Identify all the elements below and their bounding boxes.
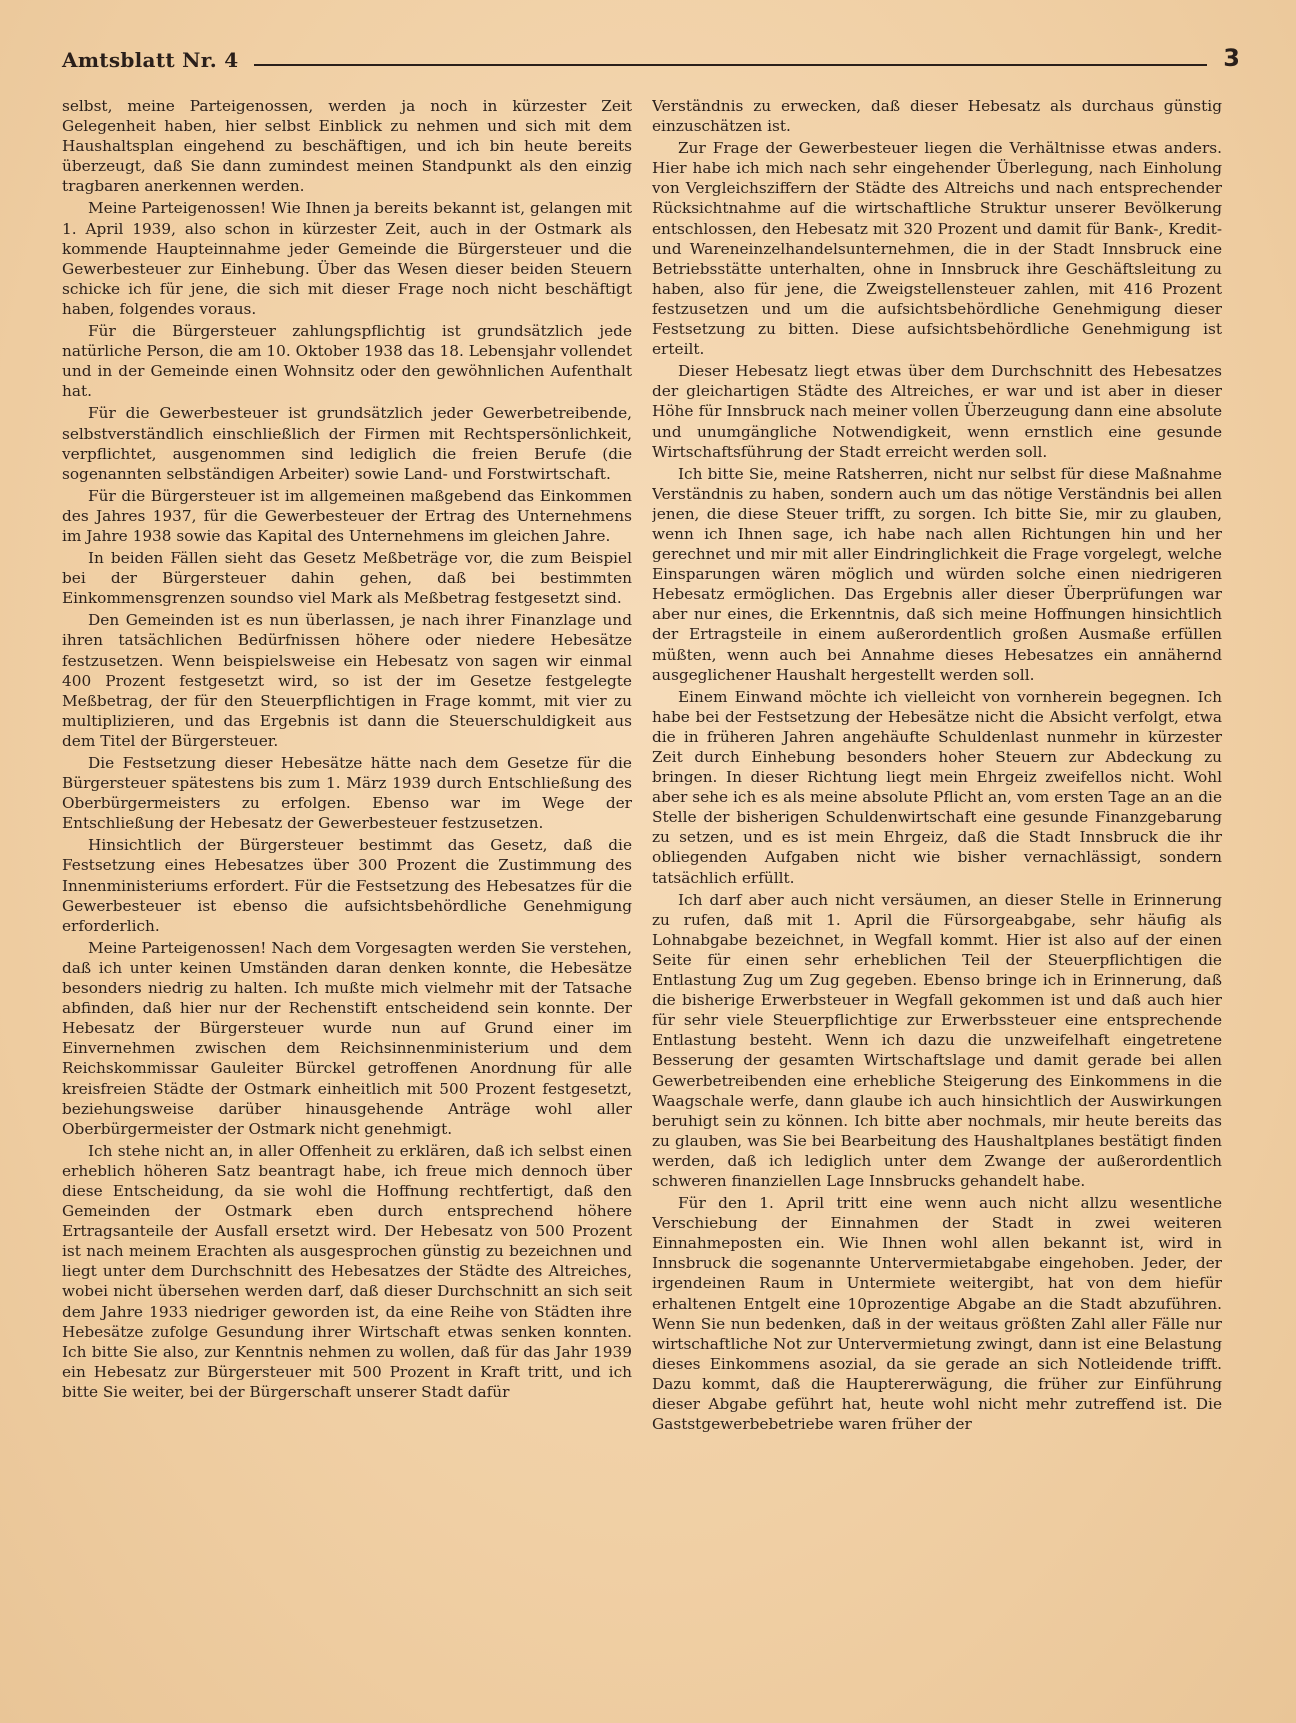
paragraph: Für die Gewerbesteuer ist grundsätzlich jeder Gewerbetreibende, selbstverständlich einschließlich der Firmen mit Rechtspersönlichkeit, verpflichtet, ausgenommen sind lediglich die freien Berufe (die sogenannten selbständigen Arbeiter) sowie Land- und Forstwirtschaft. (62, 404, 632, 483)
paragraph: Meine Parteigenossen! Nach dem Vorgesagten werden Sie verstehen, daß ich unter keinen Umständen daran denken konnte, die Hebesätze besonders niedrig zu halten. Ich mußte mich vielmehr mit der Tatsache abfinden, daß hier nur der Rechenstift entscheidend sein konnte. Der Hebesatz der Bürgersteuer wurde nun auf Grund einer im Einvernehmen zwischen dem Reichsinnenministerium und dem Reichskommissar Gauleiter Bürckel getroffenen Anordnung für alle kreisfreien Städte der Ostmark einheitlich mit 500 Prozent festgesetzt, beziehungsweise darüber hinausgehende Anträge wohl aller Oberbürgermeister der Ostmark nicht genehmigt. (62, 938, 632, 1138)
paragraph: Für den 1. April tritt eine wenn auch nicht allzu wesentliche Verschiebung der Einnahmen der Stadt in zwei weiteren Einnahmeposten ein. Wie Ihnen wohl allen bekannt ist, wird in Innsbruck die sogenannte Untervermietabgabe eingehoben. Jeder, der irgendeinen Raum in Untermiete weitergibt, hat von dem hiefür erhaltenen Entgelt eine 10prozentige Abgabe an die Stadt abzuführen. Wenn Sie nun bedenken, daß in der weitaus größten Zahl aller Fälle nur wirtschaftliche Not zur Untervermietung zwingt, dann ist eine Belastung dieses Einkommens asozial, da sie gerade an sich Notleidende trifft. Dazu kommt, daß die Hauptererwägung, die früher zur Einführung dieser Abgabe geführt hat, heute wohl nicht mehr zutreffend ist. Die Gaststgewerbebetriebe waren früher der (652, 1194, 1222, 1434)
paragraph: Hinsichtlich der Bürgersteuer bestimmt das Gesetz, daß die Festsetzung eines Hebesatzes über 300 Prozent die Zustimmung des Innenministeriums erfordert. Für die Festsetzung des Hebesatzes für die Gewerbesteuer ist ebenso die aufsichtsbehördliche Genehmigung erforderlich. (62, 836, 632, 935)
publication-title: Amtsblatt Nr. 4 (62, 48, 239, 72)
paragraph: Ich bitte Sie, meine Ratsherren, nicht nur selbst für diese Maßnahme Verständnis zu haben, sondern auch um das nötige Verständnis bei allen jenen, die diese Steuer trifft, zu sorgen. Ich bitte Sie, mir zu glauben, wenn ich Ihnen sage, ich habe nach allen Richtungen hin und her gerechnet und mir mit aller Eindringlichkeit die Frage vorgelegt, welche Einsparungen wären möglich und würden solche einen niedrigeren Hebesatz ermöglichen. Das Ergebnis aller dieser Überprüfungen war aber nur eines, die Erkenntnis, daß sich meine Hoffnungen hinsichtlich der Ertragsteile in einem außerordentlich großen Ausmaße erfüllen müßten, wenn auch bei Annahme dieses Hebesatzes ein annähernd ausgeglichener Haushalt hergestellt werden soll. (652, 464, 1222, 684)
paragraph: Den Gemeinden ist es nun überlassen, je nach ihrer Finanzlage und ihren tatsächlichen Bedürfnissen höhere oder niedere Hebesätze festzusetzen. Wenn beispielsweise ein Hebesatz von sagen wir einmal 400 Prozent festgesetzt wird, so ist der im Gesetze festgelegte Meßbetrag, der für den Steuerpflichtigen in Frage kommt, mit vier zu multiplizieren, und das Ergebnis ist dann die Steuerschuldigkeit aus dem Titel der Bürgersteuer. (62, 611, 632, 750)
left-column (62, 96, 632, 1706)
paragraph: Für die Bürgersteuer ist im allgemeinen maßgebend das Einkommen des Jahres 1937, für die Gewerbesteuer der Ertrag des Unternehmens im Jahre 1938 sowie das Kapital des Unternehmens im gleichen Jahre. (62, 486, 632, 545)
right-column (652, 96, 1222, 1706)
paragraph: Dieser Hebesatz liegt etwas über dem Durchschnitt des Hebesatzes der gleichartigen Städte des Altreiches, er war und ist aber in dieser Höhe für Innsbruck nach meiner vollen Überzeugung dann eine absolute und unumgängliche Notwendigkeit, wenn ernstlich eine gesunde Wirtschaftsführung der Stadt erreicht werden soll. (652, 362, 1222, 461)
paragraph: Ich darf aber auch nicht versäumen, an dieser Stelle in Erinnerung zu rufen, daß mit 1. April die Fürsorgeabgabe, sehr häufig als Lohnabgabe bezeichnet, in Wegfall kommt. Hier ist also auf der einen Seite für einen sehr erheblichen Teil der Steuerpflichtigen die Entlastung Zug um Zug gegeben. Ebenso bringe ich in Erinnerung, daß die bisherige Erwerbsteuer in Wegfall gekommen ist und daß auch hier für sehr viele Steuerpflichtige zur Erwerbssteuer eine entsprechende Entlastung besteht. Wenn ich dazu die unzweifelhaft eingetretene Besserung der gesamten Wirtschaftslage und damit gerade bei allen Gewerbetreibenden eine erhebliche Steigerung des Einkommens in die Waagschale werfe, dann glaube ich auch hinsichtlich der Auswirkungen beruhigt sein zu können. Ich bitte aber nochmals, mir heute bereits das zu glauben, was Sie bei Bearbeitung des Haushaltplanes bestätigt finden werden, daß ich lediglich unter dem Zwange der außerordentlich schweren finanziellen Lage Innsbrucks gehandelt habe. (652, 890, 1222, 1190)
page-number: 3 (1223, 44, 1240, 72)
paragraph: Die Festsetzung dieser Hebesätze hätte nach dem Gesetze für die Bürgersteuer spätestens bis zum 1. März 1939 durch Entschließung des Oberbürgermeisters zu erfolgen. Ebenso war im Wege der Entschließung der Hebesatz der Gewerbesteuer festzusetzen. (62, 754, 632, 833)
paragraph: selbst, meine Parteigenossen, werden ja noch in kürzester Zeit Gelegenheit haben, hier selbst Einblick zu nehmen und sich mit dem Haushaltsplan eingehend zu beschäftigen, und ich bin heute bereits überzeugt, daß Sie dann zumindest meinen Standpunkt als den einzig tragbaren anerkennen werden. (62, 97, 632, 196)
page-header (62, 38, 1240, 72)
header-rule (254, 64, 1207, 66)
paragraph: Verständnis zu erwecken, daß dieser Hebesatz als durchaus günstig einzuschätzen ist. (652, 97, 1222, 136)
paragraph: Ich stehe nicht an, in aller Offenheit zu erklären, daß ich selbst einen erheblich höheren Satz beantragt habe, ich freue mich dennoch über diese Entscheidung, da sie wohl die Hoffnung rechtfertigt, daß den Gemeinden der Ostmark eben durch entsprechend höhere Ertragsanteile der Ausfall ersetzt wird. Der Hebesatz von 500 Prozent ist nach meinem Erachten als ausgesprochen günstig zu bezeichnen und liegt unter dem Durchschnitt des Hebesatzes der Städte des Altreiches, wobei nicht übersehen werden darf, daß dieser Durchschnitt an sich seit dem Jahre 1933 niedriger geworden ist, da eine Reihe von Städten ihre Hebesätze zufolge Gesundung ihrer Wirtschaft etwas senken konnten. Ich bitte Sie also, zur Kenntnis nehmen zu wollen, daß für das Jahr 1939 ein Hebesatz zur Bürgersteuer mit 500 Prozent in Kraft tritt, und ich bitte Sie weiter, bei der Bürgerschaft unserer Stadt dafür (62, 1141, 632, 1401)
paragraph: Zur Frage der Gewerbesteuer liegen die Verhältnisse etwas anders. Hier habe ich mich nach sehr eingehender Überlegung, nach Einholung von Vergleichsziffern der Städte des Altreichs und nach entsprechender Rücksichtnahme auf die wirtschaftliche Struktur unserer Bevölkerung entschlossen, den Hebesatz mit 320 Prozent und damit für Bank-, Kredit- und Wareneinzelhandelsunternehmen, die in der Stadt Innsbruck eine Betriebsstätte unterhalten, ohne in Innsbruck ihre Geschäftsleitung zu haben, also für jene, die Zweigstellensteuer zahlen, mit 416 Prozent festzusetzen und um die aufsichtsbehördliche Genehmigung dieser Festsetzung zu bitten. Diese aufsichtsbehördliche Genehmigung ist erteilt. (652, 139, 1222, 359)
paragraph: Meine Parteigenossen! Wie Ihnen ja bereits bekannt ist, gelangen mit 1. April 1939, also schon in kürzester Zeit, auch in der Ostmark als kommende Haupteinnahme jeder Gemeinde die Bürgersteuer und die Gewerbesteuer zur Einhebung. Über das Wesen dieser beiden Steuern schicke ich für jene, die sich mit dieser Frage noch nicht beschäftigt haben, folgendes voraus. (62, 199, 632, 318)
paragraph: Für die Bürgersteuer zahlungspflichtig ist grundsätzlich jede natürliche Person, die am 10. Oktober 1938 das 18. Lebensjahr vollendet und in der Gemeinde einen Wohnsitz oder den gewöhnlichen Aufenthalt hat. (62, 322, 632, 401)
paragraph: In beiden Fällen sieht das Gesetz Meßbeträge vor, die zum Beispiel bei der Bürgersteuer dahin gehen, daß bei bestimmten Einkommensgrenzen soundso viel Mark als Meßbetrag festgesetzt sind. (62, 549, 632, 608)
paragraph: Einem Einwand möchte ich vielleicht von vornherein begegnen. Ich habe bei der Festsetzung der Hebesätze nicht die Absicht verfolgt, etwa die in früheren Jahren angehäufte Schuldenlast nunmehr in kürzester Zeit durch Einhebung besonders hoher Steuern zur Abdeckung zu bringen. In dieser Richtung liegt mein Ehrgeiz zweifellos nicht. Wohl aber sehe ich es als meine absolute Pflicht an, vom ersten Tage an an die Stelle der bisherigen Schuldenwirtschaft eine gesunde Finanzgebarung zu setzen, und es ist mein Ehrgeiz, daß die Stadt Innsbruck die ihr obliegenden Aufgaben nicht wie bisher vernachlässigt, sondern tatsächlich erfüllt. (652, 687, 1222, 887)
